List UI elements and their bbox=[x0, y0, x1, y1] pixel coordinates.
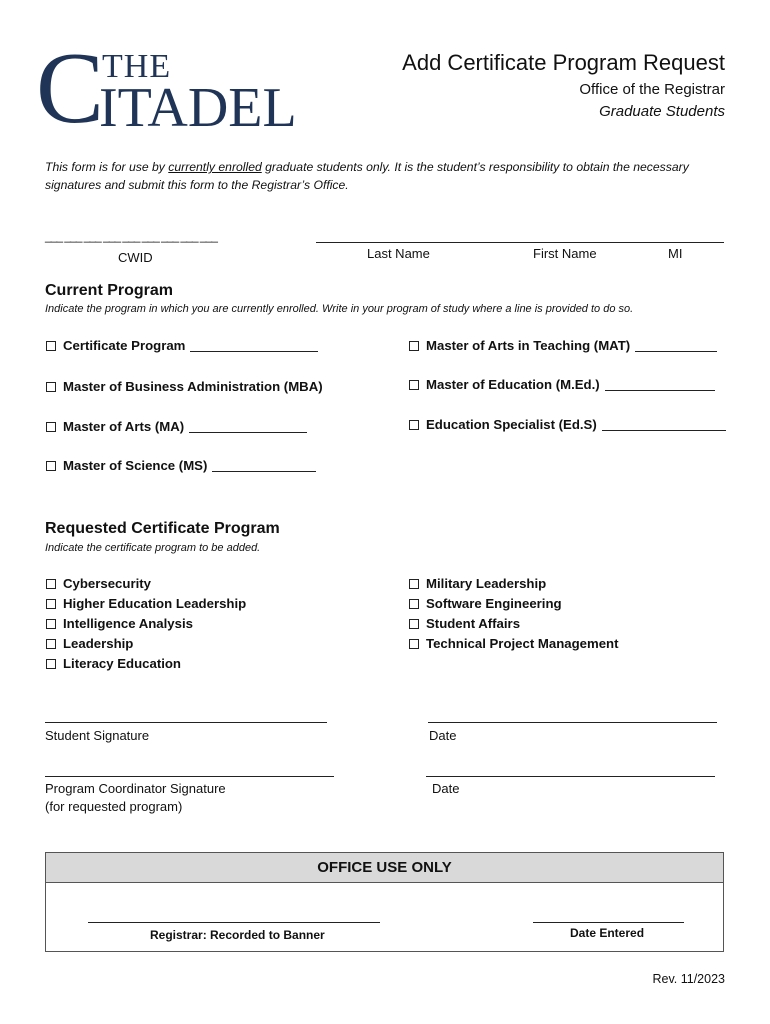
checkbox[interactable] bbox=[409, 579, 419, 589]
cwid-input[interactable]: ___ ___ ___ ___ ___ ___ ___ ___ ___ bbox=[45, 229, 217, 243]
option-label: Certificate Program bbox=[63, 338, 186, 353]
checkbox[interactable] bbox=[46, 382, 56, 392]
checkbox[interactable] bbox=[409, 599, 419, 609]
revision-date: Rev. 11/2023 bbox=[652, 972, 725, 986]
option-technical-project-management[interactable] bbox=[409, 636, 619, 651]
option-med[interactable] bbox=[409, 377, 715, 392]
current-program-title: Current Program bbox=[45, 282, 174, 299]
logo-the: THE bbox=[102, 48, 172, 85]
checkbox[interactable] bbox=[46, 659, 56, 669]
option-label: Master of Science (MS) bbox=[63, 458, 208, 473]
option-cybersecurity[interactable] bbox=[46, 576, 151, 591]
coordinator-signature-note: (for requested program) bbox=[45, 799, 183, 814]
option-label: Leadership bbox=[63, 636, 134, 651]
intro-before: This form is for use by bbox=[45, 160, 169, 174]
office-use-box bbox=[45, 852, 724, 952]
option-label: Master of Education (M.Ed.) bbox=[426, 377, 600, 392]
date-entered-label: Date Entered bbox=[570, 926, 645, 940]
checkbox[interactable] bbox=[409, 619, 419, 629]
registrar-label: Registrar: Recorded to Banner bbox=[150, 928, 325, 942]
checkbox[interactable] bbox=[46, 341, 56, 351]
checkbox[interactable] bbox=[409, 639, 419, 649]
requested-program-title: Requested Certificate Program bbox=[45, 520, 280, 537]
option-military-leadership[interactable] bbox=[409, 576, 546, 591]
write-in-line[interactable] bbox=[605, 378, 715, 391]
option-certificate-program[interactable] bbox=[46, 338, 318, 353]
coordinator-signature-line[interactable] bbox=[45, 776, 334, 777]
checkbox[interactable] bbox=[409, 341, 419, 351]
checkbox[interactable] bbox=[46, 619, 56, 629]
write-in-line[interactable] bbox=[635, 339, 717, 352]
form-title: Add Certificate Program Request bbox=[402, 50, 725, 75]
write-in-line[interactable] bbox=[190, 339, 318, 352]
option-label: Intelligence Analysis bbox=[63, 616, 193, 631]
date-entered-line[interactable] bbox=[533, 922, 684, 923]
mi-label: MI bbox=[668, 246, 683, 261]
office-name: Office of the Registrar bbox=[579, 81, 725, 98]
registrar-line[interactable] bbox=[88, 922, 380, 923]
option-ms[interactable] bbox=[46, 458, 316, 473]
audience-label: Graduate Students bbox=[599, 103, 725, 120]
office-use-title: OFFICE USE ONLY bbox=[46, 853, 723, 883]
option-label: Master of Business Administration (MBA) bbox=[63, 379, 323, 394]
option-label: Master of Arts (MA) bbox=[63, 419, 185, 434]
checkbox[interactable] bbox=[46, 579, 56, 589]
student-date-line[interactable] bbox=[428, 722, 717, 723]
first-name-label: First Name bbox=[533, 246, 597, 261]
requested-program-note: Indicate the certificate program to be added. bbox=[45, 542, 261, 554]
option-literacy-education[interactable] bbox=[46, 656, 181, 671]
checkbox[interactable] bbox=[46, 639, 56, 649]
name-input-line[interactable] bbox=[316, 242, 724, 243]
option-label: Education Specialist (Ed.S) bbox=[426, 417, 597, 432]
checkbox[interactable] bbox=[409, 420, 419, 430]
option-mat[interactable] bbox=[409, 338, 717, 353]
option-label: Literacy Education bbox=[63, 656, 181, 671]
cwid-label: CWID bbox=[118, 250, 153, 265]
option-label: Higher Education Leadership bbox=[63, 596, 247, 611]
student-signature-label: Student Signature bbox=[45, 728, 150, 743]
intro-underlined: currently enrolled bbox=[168, 160, 262, 174]
write-in-line[interactable] bbox=[212, 459, 316, 472]
current-program-note: Indicate the program in which you are currently enrolled. Write in your program of study where a line is provided to do so. bbox=[45, 303, 634, 315]
option-leadership[interactable] bbox=[46, 636, 133, 651]
write-in-line[interactable] bbox=[602, 418, 726, 431]
option-mba[interactable] bbox=[46, 379, 323, 394]
intro-after: graduate students only. It is the student’s responsibility to obtain the necessary signatures and submit this form to the Registrar’s Office. bbox=[45, 160, 689, 192]
student-date-label: Date bbox=[429, 728, 457, 743]
option-label: Software Engineering bbox=[426, 596, 562, 611]
logo-c: C bbox=[36, 32, 103, 145]
checkbox[interactable] bbox=[46, 422, 56, 432]
option-label: Military Leadership bbox=[426, 576, 547, 591]
option-eds[interactable] bbox=[409, 417, 726, 432]
write-in-line[interactable] bbox=[189, 420, 307, 433]
intro-text bbox=[45, 158, 735, 194]
citadel-logo bbox=[36, 32, 321, 145]
option-label: Technical Project Management bbox=[426, 636, 619, 651]
option-intelligence-analysis[interactable] bbox=[46, 616, 193, 631]
option-student-affairs[interactable] bbox=[409, 616, 520, 631]
coordinator-date-line[interactable] bbox=[426, 776, 715, 777]
option-ma[interactable] bbox=[46, 419, 307, 434]
coordinator-date-label: Date bbox=[432, 781, 460, 796]
checkbox[interactable] bbox=[46, 599, 56, 609]
logo-itadel: ITADEL bbox=[99, 77, 297, 139]
option-label: Master of Arts in Teaching (MAT) bbox=[426, 338, 631, 353]
option-label: Student Affairs bbox=[426, 616, 521, 631]
option-software-engineering[interactable] bbox=[409, 596, 562, 611]
checkbox[interactable] bbox=[46, 461, 56, 471]
student-signature-line[interactable] bbox=[45, 722, 327, 723]
option-higher-education-leadership[interactable] bbox=[46, 596, 246, 611]
last-name-label: Last Name bbox=[367, 246, 430, 261]
option-label: Cybersecurity bbox=[63, 576, 151, 591]
checkbox[interactable] bbox=[409, 380, 419, 390]
coordinator-signature-label: Program Coordinator Signature bbox=[45, 781, 226, 796]
